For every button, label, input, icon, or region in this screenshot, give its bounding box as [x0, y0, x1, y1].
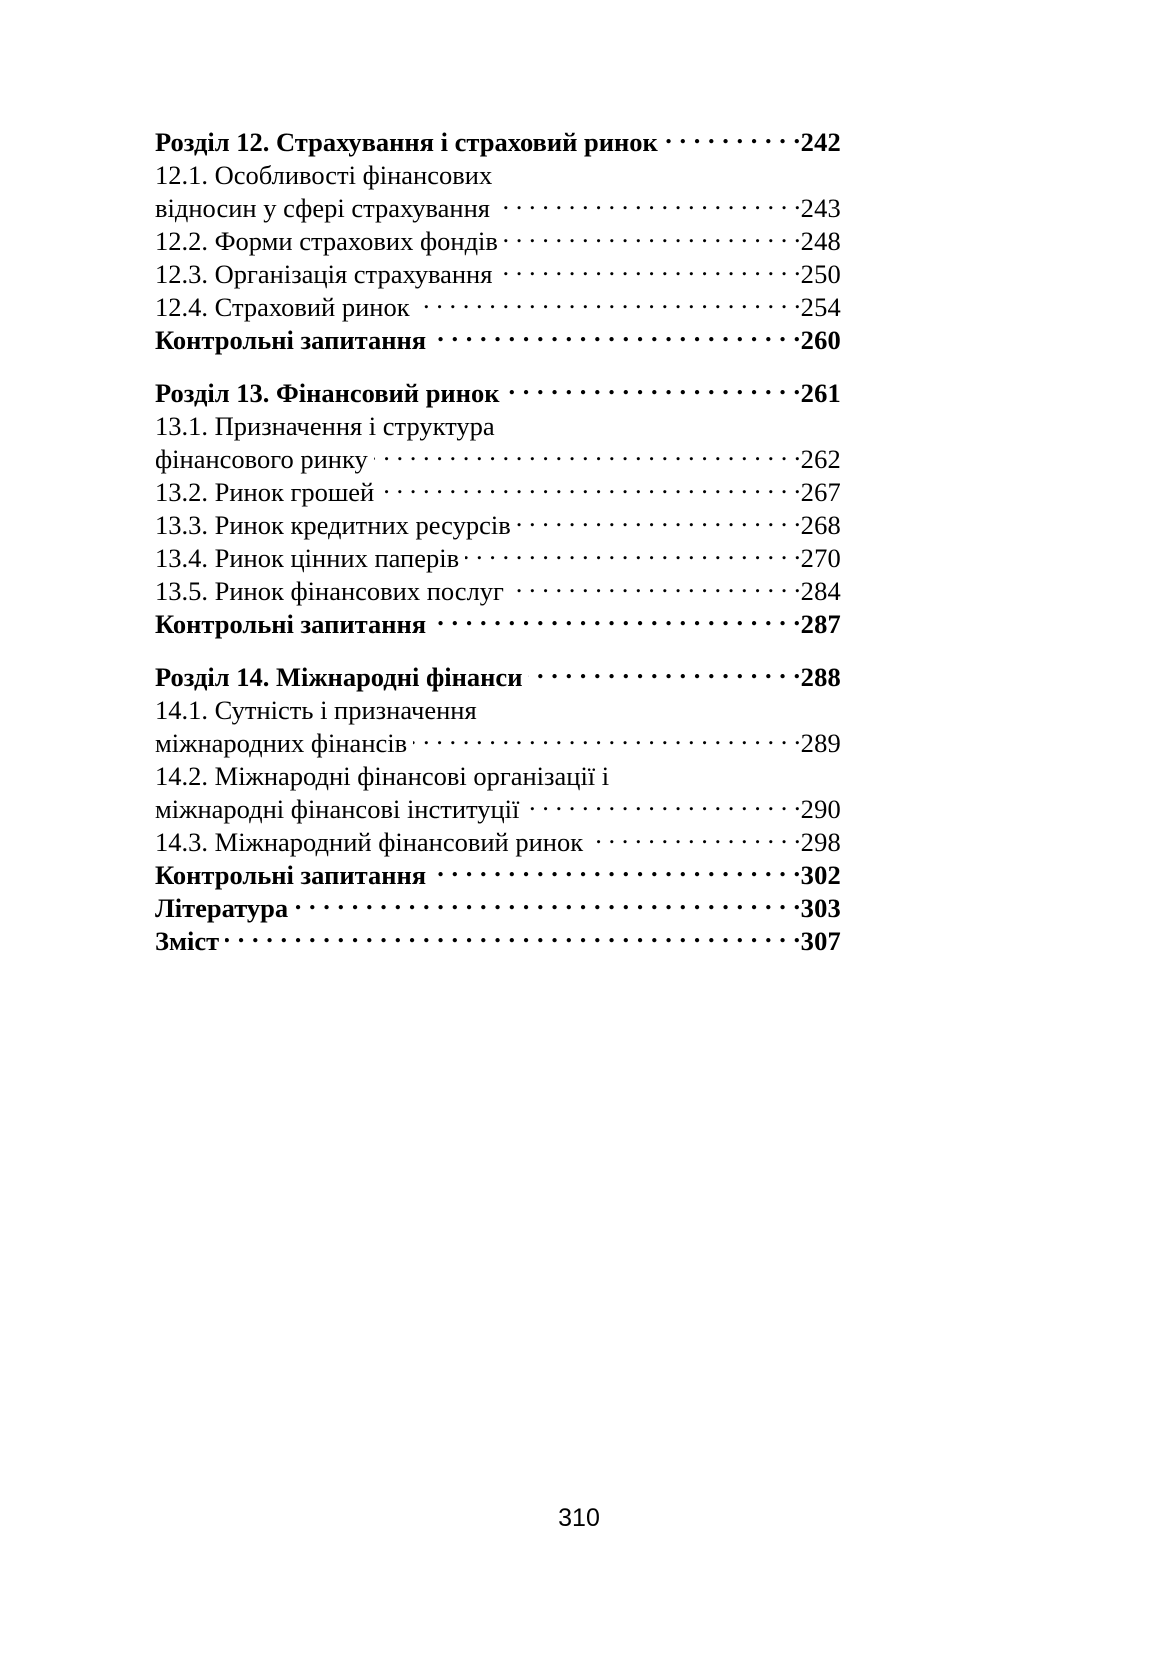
toc-page-number: 287: [800, 609, 841, 639]
toc-entry-title: Контрольні запитання: [155, 860, 427, 890]
toc-entry-title: 13.3. Ринок кредитних ресурсів: [155, 510, 511, 540]
toc-entry-title: 12.4. Страховий ринок: [155, 292, 410, 322]
toc-page-number: 298: [800, 827, 841, 857]
toc-group: [155, 118, 841, 355]
toc-dot-leader: [432, 316, 801, 349]
toc-page-number: 261: [800, 378, 841, 408]
toc-entry-line: [155, 118, 841, 157]
toc-dot-leader: [506, 369, 801, 402]
toc-entry[interactable]: [155, 917, 841, 956]
toc-entry-title: 14.1. Сутність і призначення: [155, 695, 477, 725]
toc-dot-leader: [413, 719, 801, 752]
toc-entry-title: 13.1. Призначення і структура: [155, 411, 495, 441]
toc-dot-leader: [496, 184, 801, 217]
toc-entry[interactable]: [155, 686, 841, 758]
toc-entry-title: Розділ 12. Страхування і страховий ринок: [155, 127, 658, 157]
toc-page-number: 248: [800, 226, 841, 256]
toc-dot-leader: [225, 917, 800, 950]
toc-entry-title: Контрольні запитання: [155, 325, 427, 355]
toc-entry-title: міжнародні фінансові інституції: [155, 794, 520, 824]
toc-page-number: 290: [800, 794, 841, 824]
toc-dot-leader: [504, 217, 801, 250]
toc-page-number: 262: [800, 444, 841, 474]
toc-dot-leader: [465, 534, 801, 567]
toc-page-number: 270: [800, 543, 841, 573]
toc-entry-title: фінансового ринку: [155, 444, 368, 474]
toc-dot-leader: [528, 653, 800, 686]
toc-group: [155, 369, 841, 639]
toc-entry[interactable]: [155, 151, 841, 223]
toc-dot-leader: [664, 118, 801, 151]
toc-dot-leader: [380, 468, 800, 501]
toc-page-number: 288: [800, 662, 841, 692]
toc-entry-title: Література: [155, 893, 289, 923]
toc-dot-leader: [483, 686, 841, 719]
toc-entry-title: 14.3. Міжнародний фінансовий ринок: [155, 827, 584, 857]
toc-entry-title: 12.3. Організація страхування: [155, 259, 493, 289]
toc-entry-title: Зміст: [155, 926, 220, 956]
toc-page-number: 267: [800, 477, 841, 507]
toc-page-number: 254: [800, 292, 841, 322]
toc-entry[interactable]: [155, 118, 841, 157]
toc-dot-leader: [498, 151, 841, 184]
toc-entry-title: 12.1. Особливості фінансових: [155, 160, 493, 190]
toc-dot-leader: [517, 501, 801, 534]
toc-dot-leader: [374, 435, 801, 468]
toc-entry-line: [155, 653, 841, 692]
toc-entry[interactable]: [155, 752, 841, 824]
toc-page-number: 307: [800, 926, 841, 956]
toc-dot-leader: [615, 752, 841, 785]
toc-entry-title: 13.4. Ринок цінних паперів: [155, 543, 460, 573]
toc-page-number: 302: [800, 860, 841, 890]
toc-entry-title: 13.2. Ринок грошей: [155, 477, 375, 507]
toc-page-number: 268: [800, 510, 841, 540]
toc-entry-title: 12.2. Форми страхових фондів: [155, 226, 498, 256]
toc-dot-leader: [432, 851, 801, 884]
toc-entry-line: [155, 369, 841, 408]
toc-dot-leader: [498, 250, 800, 283]
toc-dot-leader: [294, 884, 801, 917]
toc-dot-leader: [501, 402, 841, 435]
toc-entry-title: міжнародних фінансів: [155, 728, 408, 758]
toc-dot-leader: [525, 785, 800, 818]
toc-entry-title: 13.5. Ринок фінансових послуг: [155, 576, 504, 606]
toc-page-number: 289: [800, 728, 841, 758]
toc-entry[interactable]: [155, 369, 841, 408]
page-number-footer: 310: [558, 1504, 600, 1532]
toc-entry-title: Контрольні запитання: [155, 609, 427, 639]
table-of-contents: [155, 118, 841, 956]
toc-entry-title: Розділ 14. Міжнародні фінанси: [155, 662, 523, 692]
toc-dot-leader: [416, 283, 801, 316]
toc-entry-title: Розділ 13. Фінансовий ринок: [155, 378, 500, 408]
toc-page-number: 243: [800, 193, 841, 223]
toc-page-number: 250: [800, 259, 841, 289]
toc-entry[interactable]: [155, 402, 841, 474]
toc-entry-title: 14.2. Міжнародні фінансові організації і: [155, 761, 610, 791]
toc-page-number: 260: [800, 325, 841, 355]
toc-group: [155, 653, 841, 956]
toc-page-number: 242: [800, 127, 841, 157]
toc-entry-line: [155, 917, 841, 956]
toc-entry-title: відносин у сфері страхування: [155, 193, 490, 223]
toc-dot-leader: [432, 600, 801, 633]
toc-page-number: 303: [800, 893, 841, 923]
toc-dot-leader: [589, 818, 801, 851]
toc-dot-leader: [510, 567, 801, 600]
toc-page-number: 284: [800, 576, 841, 606]
toc-entry[interactable]: [155, 653, 841, 692]
